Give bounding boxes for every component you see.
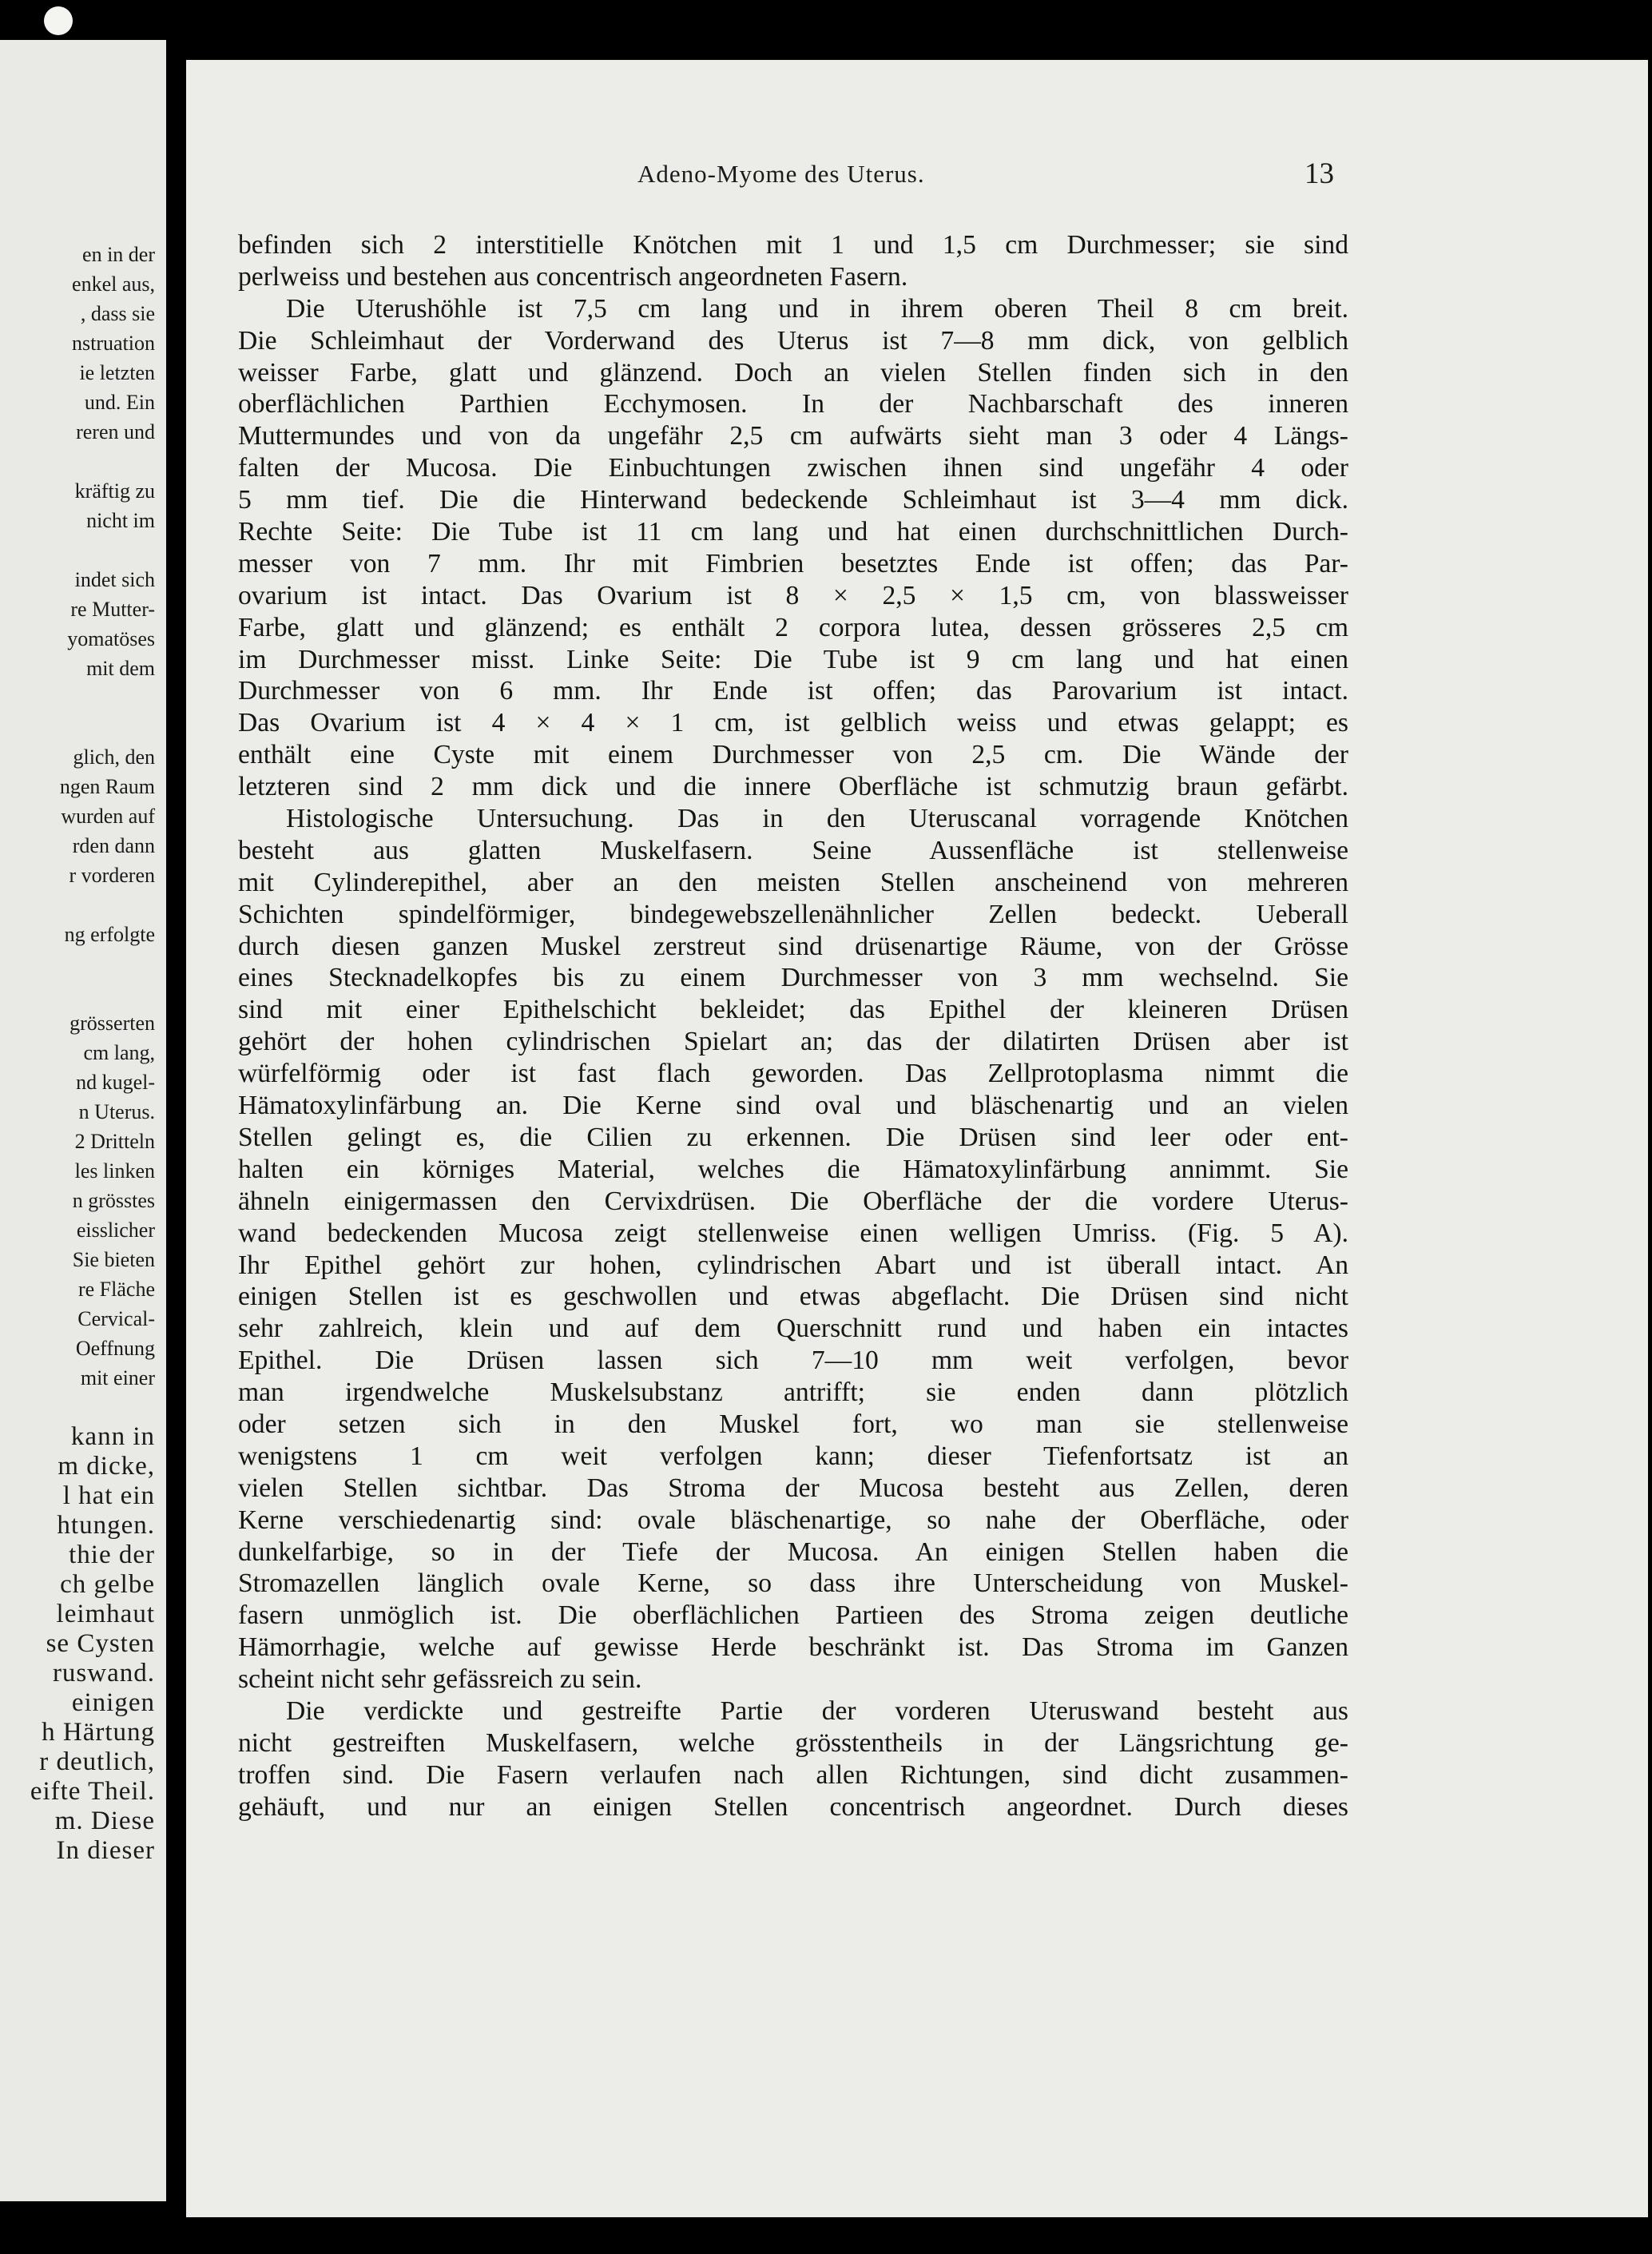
left-page-line: Cervical- <box>77 1307 155 1330</box>
body-line: Die Schleimhaut der Vorderwand des Uterus ist 7—8 mm dick, von gelblich <box>238 325 1348 356</box>
body-line: troffen sind. Die Fasern verlaufen nach allen Richtungen, sind dicht zusammen- <box>238 1759 1348 1790</box>
left-page-line <box>30 683 155 713</box>
page-number: 13 <box>1305 157 1334 190</box>
body-line: befinden sich 2 interstitielle Knötchen mit 1 und 1,5 cm Durchmesser; sie sind <box>238 230 1348 260</box>
left-page-line: m. Diese <box>54 1807 155 1835</box>
left-page-line: einigen <box>71 1688 155 1717</box>
left-page-line: glich, den <box>73 745 155 769</box>
left-page-line: thie der <box>69 1540 155 1569</box>
body-line: ovarium ist intact. Das Ovarium ist 8 × 2,5 × 1,5 cm, von blassweisser <box>238 580 1348 610</box>
left-page-line: se Cysten <box>46 1629 155 1658</box>
left-page-line: eifte Theil. <box>30 1777 155 1806</box>
body-line: man irgendwelche Muskelsubstanz antrifft; sie enden dann plötzlich <box>238 1377 1348 1408</box>
left-page-line: h Härtung <box>42 1718 155 1747</box>
body-line: mit Cylinderepithel, aber an den meisten Stellen anscheinend von mehreren <box>238 867 1348 897</box>
body-line: einigen Stellen ist es geschwollen und etwas abgeflacht. Die Drüsen sind nicht <box>238 1282 1348 1312</box>
body-line: Schichten spindelförmiger, bindegewebszellenähnlicher Zellen bedeckt. Ueberall <box>238 899 1348 929</box>
left-page-line: grösserten <box>69 1012 155 1035</box>
left-page-line: rden dann <box>72 834 155 857</box>
body-line: Hämorrhagie, welche auf gewisse Herde beschränkt ist. Das Stroma im Ganzen <box>238 1632 1348 1663</box>
left-page-line: mit dem <box>86 657 155 680</box>
body-line: gehäuft, und nur an einigen Stellen concentrisch angeordnet. Durch dieses <box>238 1791 1348 1822</box>
body-line: Ihr Epithel gehört zur hohen, cylindrischen Abart und ist überall intact. An <box>238 1250 1348 1280</box>
body-line: wenigstens 1 cm weit verfolgen kann; dieser Tiefenfortsatz ist an <box>238 1441 1348 1471</box>
left-page-text <box>30 240 155 1866</box>
body-line: Kerne verschiedenartig sind: ovale bläschenartige, so nahe der Oberfläche, oder <box>238 1505 1348 1535</box>
body-line: Hämatoxylinfärbung an. Die Kerne sind oval und bläschenartig und an vielen <box>238 1091 1348 1121</box>
body-line: 5 mm tief. Die die Hinterwand bedeckende Schleimhaut ist 3—4 mm dick. <box>238 485 1348 515</box>
body-line: Epithel. Die Drüsen lassen sich 7—10 mm weit verfolgen, bevor <box>238 1346 1348 1376</box>
left-page-line: leimhaut <box>56 1600 155 1628</box>
running-head: Adeno-Myome des Uterus. <box>637 160 925 188</box>
left-page-line: kann in <box>70 1422 155 1451</box>
body-text <box>238 229 1348 1823</box>
left-page-line: yomatöses <box>67 627 155 650</box>
left-page-line <box>30 890 155 920</box>
left-page-line: re Fläche <box>77 1278 155 1301</box>
body-line: messer von 7 mm. Ihr mit Fimbrien besetztes Ende ist offen; das Par- <box>238 548 1348 578</box>
left-page-line <box>30 949 155 979</box>
body-line: im Durchmesser misst. Linke Seite: Die Tube ist 9 cm lang und hat einen <box>238 644 1348 674</box>
left-page-line: l hat ein <box>62 1481 155 1510</box>
body-line: Stromazellen länglich ovale Kerne, so dass ihre Unterscheidung von Muskel- <box>238 1568 1348 1599</box>
page-header <box>186 157 1648 200</box>
left-page-line: ng erfolgte <box>64 923 155 946</box>
body-line: perlweiss und bestehen aus concentrisch angeordneten Fasern. <box>238 261 908 292</box>
left-page-line <box>30 447 155 476</box>
body-line: ähneln einigermassen den Cervixdrüsen. Die Oberfläche der die vordere Uterus- <box>238 1186 1348 1216</box>
left-page-line: ch gelbe <box>60 1570 155 1599</box>
left-page-line: mit einer <box>80 1366 155 1389</box>
body-line: Histologische Untersuchung. Das in den Uteruscanal vorragende Knötchen <box>286 804 1348 834</box>
body-line: Farbe, glatt und glänzend; es enthält 2 corpora lutea, dessen grösseres 2,5 cm <box>238 612 1348 642</box>
left-page-line: re Mutter- <box>70 598 155 621</box>
body-line: fasern unmöglich ist. Die oberflächlichen Partieen des Stroma zeigen deutliche <box>238 1600 1348 1631</box>
body-line: Durchmesser von 6 mm. Ihr Ende ist offen; das Parovarium ist intact. <box>238 676 1348 706</box>
body-line: nicht gestreiften Muskelfasern, welche grösstentheils in der Längsrichtung ge- <box>238 1727 1348 1758</box>
left-page-line: nd kugel- <box>76 1071 155 1094</box>
body-line: letzteren sind 2 mm dick und die innere Oberfläche ist schmutzig braun gefärbt. <box>238 772 1348 802</box>
book-page <box>186 60 1648 2217</box>
body-line: scheint nicht sehr gefässreich zu sein. <box>238 1664 642 1695</box>
left-page-line: reren und <box>76 420 155 443</box>
left-page-line <box>30 1393 155 1422</box>
body-line: Rechte Seite: Die Tube ist 11 cm lang und hat einen durchschnittlichen Durch- <box>238 517 1348 547</box>
body-line: Stellen gelingt es, die Cilien zu erkennen. Die Drüsen sind leer oder ent- <box>238 1122 1348 1152</box>
left-page-line: ruswand. <box>52 1659 155 1688</box>
body-line: durch diesen ganzen Muskel zerstreut sind drüsenartige Räume, von der Grösse <box>238 931 1348 961</box>
left-page-line: In dieser <box>56 1836 155 1865</box>
left-page-fragment <box>0 40 166 2201</box>
left-page-line: les linken <box>74 1159 155 1183</box>
left-page-line: und. Ein <box>84 391 155 414</box>
body-line: gehört der hohen cylindrischen Spielart an; das der dilatirten Drüsen aber ist <box>238 1027 1348 1057</box>
left-page-line: , dass sie <box>80 302 155 325</box>
left-page-line <box>30 535 155 565</box>
body-line: sehr zahlreich, klein und auf dem Querschnitt rund und haben ein intactes <box>238 1314 1348 1344</box>
left-page-line: r deutlich, <box>39 1747 155 1776</box>
body-line: oberflächlichen Parthien Ecchymosen. In der Nachbarschaft des inneren <box>238 389 1348 419</box>
left-page-line: 2 Dritteln <box>74 1130 155 1153</box>
left-page-line: enkel aus, <box>72 272 155 296</box>
body-line: eines Stecknadelkopfes bis zu einem Durchmesser von 3 mm wechselnd. Sie <box>238 963 1348 993</box>
body-line: wand bedeckenden Mucosa zeigt stellenweise einen welligen Umriss. (Fig. 5 A). <box>238 1218 1348 1248</box>
left-page-line: eisslicher <box>76 1218 155 1242</box>
body-line: falten der Mucosa. Die Einbuchtungen zwischen ihnen sind ungefähr 4 oder <box>238 453 1348 483</box>
left-page-line: en in der <box>82 243 155 266</box>
left-page-line: n Uterus. <box>78 1100 155 1123</box>
left-page-line: r vorderen <box>69 864 155 887</box>
left-page-line: indet sich <box>74 568 155 591</box>
left-page-line: ie letzten <box>79 361 155 384</box>
left-page-line: m dicke, <box>58 1452 155 1481</box>
left-page-line: n grösstes <box>72 1189 155 1212</box>
body-line: Das Ovarium ist 4 × 4 × 1 cm, ist gelblich weiss und etwas gelappt; es <box>238 708 1348 738</box>
body-line: halten ein körniges Material, welches die Hämatoxylinfärbung annimmt. Sie <box>238 1154 1348 1184</box>
body-line: Muttermundes und von da ungefähr 2,5 cm aufwärts sieht man 3 oder 4 Längs- <box>238 421 1348 451</box>
left-page-line <box>30 979 155 1008</box>
body-line: enthält eine Cyste mit einem Durchmesser von 2,5 cm. Die Wände der <box>238 740 1348 770</box>
left-page-line: ngen Raum <box>59 775 155 798</box>
left-page-line <box>30 713 155 742</box>
body-line: weisser Farbe, glatt und glänzend. Doch an vielen Stellen finden sich in den <box>238 357 1348 388</box>
left-page-line: htungen. <box>57 1511 155 1540</box>
left-page-line: nicht im <box>86 509 155 532</box>
body-line: oder setzen sich in den Muskel fort, wo man sie stellenweise <box>238 1409 1348 1439</box>
left-page-line: Sie bieten <box>72 1248 155 1271</box>
body-line: Die verdickte und gestreifte Partie der vorderen Uteruswand besteht aus <box>286 1695 1348 1726</box>
left-page-line: cm lang, <box>83 1041 155 1064</box>
body-line: Die Uterushöhle ist 7,5 cm lang und in ihrem oberen Theil 8 cm breit. <box>286 293 1348 324</box>
left-page-line: kräftig zu <box>74 479 155 503</box>
body-line: besteht aus glatten Muskelfasern. Seine Aussenfläche ist stellenweise <box>238 835 1348 865</box>
punch-hole-mark <box>44 6 73 35</box>
body-line: würfelförmig oder ist fast flach geworden. Das Zellprotoplasma nimmt die <box>238 1059 1348 1089</box>
body-line: dunkelfarbige, so in der Tiefe der Mucosa. An einigen Stellen haben die <box>238 1536 1348 1567</box>
left-page-line: wurden auf <box>61 805 155 828</box>
left-page-line: nstruation <box>72 332 155 355</box>
body-line: sind mit einer Epithelschicht bekleidet; das Epithel der kleineren Drüsen <box>238 995 1348 1025</box>
left-page-line: Oeffnung <box>75 1337 155 1360</box>
body-line: vielen Stellen sichtbar. Das Stroma der Mucosa besteht aus Zellen, deren <box>238 1473 1348 1503</box>
